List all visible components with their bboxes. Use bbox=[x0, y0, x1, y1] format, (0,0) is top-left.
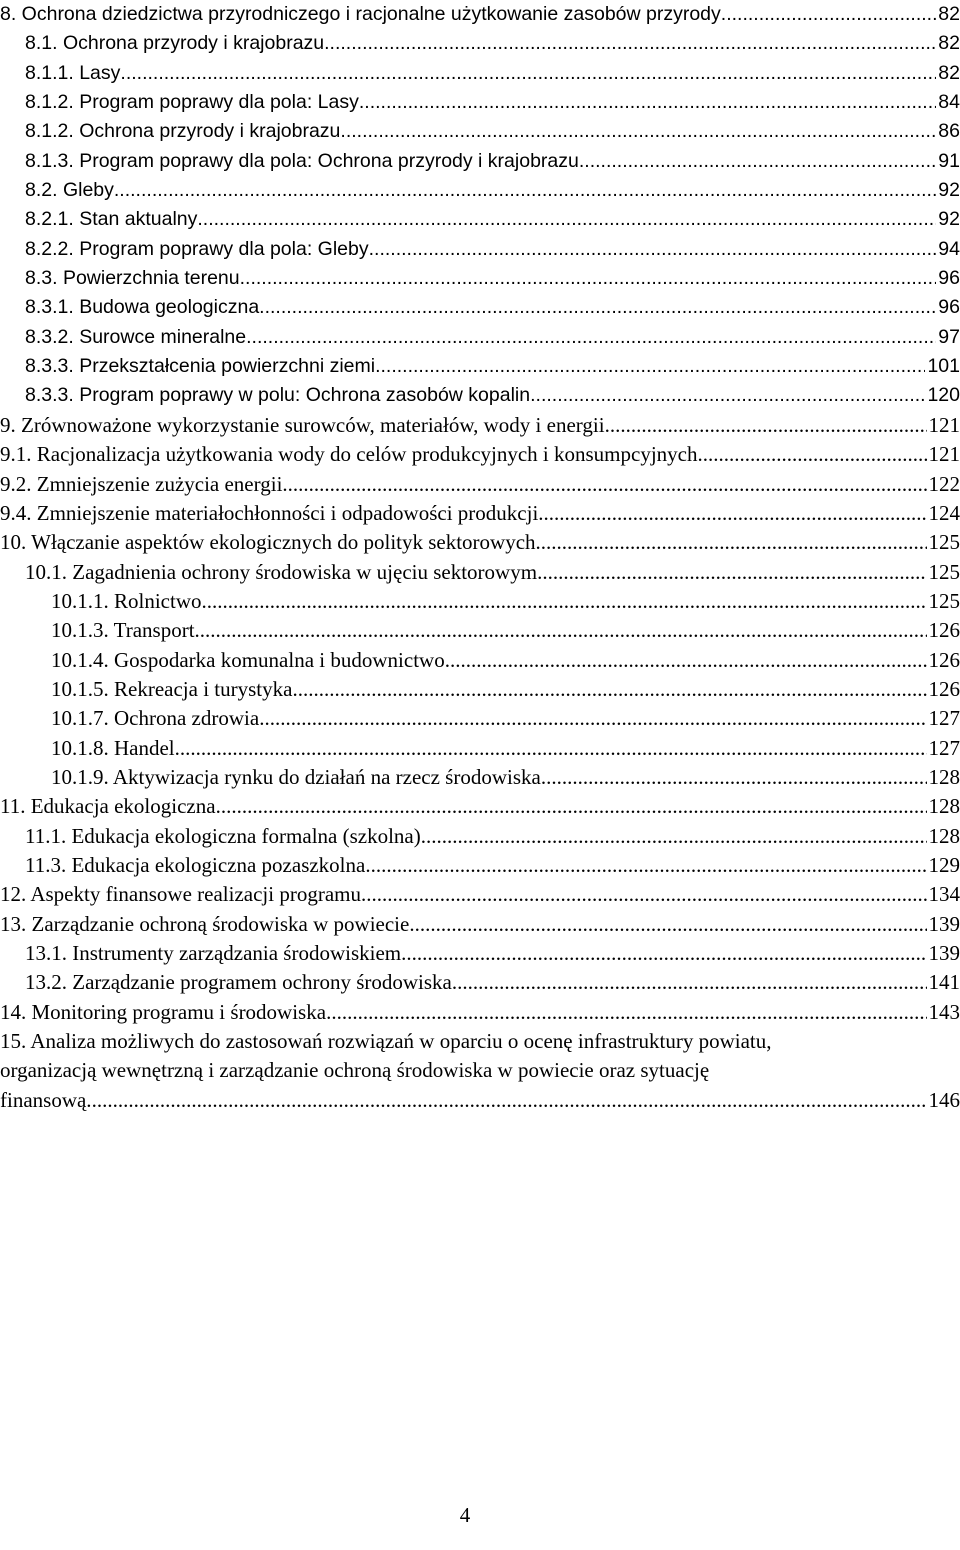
toc-entry-page: 126 bbox=[928, 647, 960, 672]
toc-entry-label: 14. Monitoring programu i środowiska bbox=[0, 999, 327, 1024]
toc-entry-page: 92 bbox=[938, 179, 960, 202]
toc-entry-page: 125 bbox=[928, 559, 960, 584]
toc-entry-label: 8.1.2. Program poprawy dla pola: Lasy bbox=[25, 91, 359, 114]
toc-entry-label: 8.3.1. Budowa geologiczna bbox=[25, 296, 260, 319]
toc-entry-page: 121 bbox=[928, 442, 960, 467]
toc-leader-dots bbox=[369, 235, 937, 264]
toc-entry-label: 8.2.2. Program poprawy dla pola: Gleby bbox=[25, 237, 369, 260]
toc-entry[interactable] bbox=[0, 587, 960, 616]
toc-entry-page: 128 bbox=[928, 764, 960, 789]
toc-leader-dots bbox=[541, 763, 927, 792]
toc-entry[interactable] bbox=[0, 88, 960, 117]
toc-entry[interactable] bbox=[0, 822, 960, 851]
toc-leader-dots bbox=[537, 558, 926, 587]
toc-entry[interactable] bbox=[0, 646, 960, 675]
toc-entry[interactable] bbox=[0, 528, 960, 557]
toc-entry-label: 10.1.3. Transport bbox=[51, 618, 195, 643]
toc-entry[interactable] bbox=[0, 29, 960, 58]
toc-entry[interactable] bbox=[0, 381, 960, 410]
toc-entry[interactable] bbox=[0, 675, 960, 704]
toc-entry[interactable] bbox=[0, 704, 960, 733]
toc-entry-page: 143 bbox=[928, 999, 960, 1024]
toc-entry-page: 92 bbox=[938, 208, 960, 231]
toc-entry-label: 8.1.1. Lasy bbox=[25, 61, 121, 84]
toc-entry-page: 91 bbox=[938, 149, 960, 172]
toc-leader-dots bbox=[114, 176, 936, 205]
toc-entry-label: 8.1. Ochrona przyrody i krajobrazu bbox=[25, 32, 325, 55]
toc-entry-page: 134 bbox=[928, 882, 960, 907]
toc-leader-dots bbox=[282, 470, 926, 499]
toc-entry[interactable] bbox=[0, 235, 960, 264]
toc-leader-dots bbox=[202, 587, 927, 616]
toc-entry-page: 126 bbox=[928, 676, 960, 701]
toc-entry-page: 120 bbox=[927, 384, 960, 407]
toc-leader-dots bbox=[375, 352, 925, 381]
toc-leader-dots bbox=[197, 205, 936, 234]
toc-entry-label: 10. Włączanie aspektów ekologicznych do polityk sektorowych bbox=[0, 530, 536, 555]
toc-entry-page: 86 bbox=[938, 120, 960, 143]
toc-entry-label: 11. Edukacja ekologiczna bbox=[0, 794, 216, 819]
toc-entry[interactable] bbox=[0, 998, 960, 1027]
toc-entry[interactable] bbox=[0, 117, 960, 146]
toc-leader-dots bbox=[240, 264, 937, 293]
toc-entry-page: 139 bbox=[928, 911, 960, 936]
toc-leader-dots bbox=[292, 675, 926, 704]
toc-entry[interactable] bbox=[0, 880, 960, 909]
toc-leader-dots bbox=[120, 59, 936, 88]
toc-entry-label: 11.3. Edukacja ekologiczna pozaszkolna bbox=[25, 852, 366, 877]
toc-entry-label-line: organizacją wewnętrzną i zarządzanie ochroną środowiska w powiecie oraz sytuację bbox=[0, 1058, 710, 1083]
toc-leader-dots bbox=[92, 1086, 927, 1115]
toc-leader-dots bbox=[246, 323, 936, 352]
toc-entry-label: 11.1. Edukacja ekologiczna formalna (szkolna) bbox=[25, 823, 421, 848]
toc-leader-dots bbox=[340, 117, 936, 146]
toc-entry-page: 84 bbox=[938, 91, 960, 114]
toc-entry-page: 126 bbox=[928, 618, 960, 643]
toc-entry-page: 122 bbox=[928, 471, 960, 496]
toc-entry[interactable] bbox=[0, 851, 960, 880]
toc-entry-label: 10.1. Zagadnienia ochrony środowiska w ujęciu sektorowym bbox=[25, 559, 538, 584]
toc-entry[interactable] bbox=[0, 0, 960, 29]
toc-entry-label: 10.1.1. Rolnictwo bbox=[51, 588, 202, 613]
toc-entry-label: 8. Ochrona dziedzictwa przyrodniczego i racjonalne użytkowanie zasobów przyrody bbox=[0, 3, 721, 25]
toc-entry-last-line bbox=[0, 1086, 960, 1115]
toc-entry[interactable] bbox=[0, 264, 960, 293]
toc-entry-page: 124 bbox=[928, 500, 960, 525]
toc-entry[interactable] bbox=[0, 411, 960, 440]
toc-entry-page: 96 bbox=[938, 296, 960, 319]
toc-leader-dots bbox=[326, 998, 926, 1027]
toc-entry-label: 8.3.3. Program poprawy w polu: Ochrona zasobów kopalin bbox=[25, 384, 531, 407]
toc-entry-page: 139 bbox=[928, 941, 960, 965]
toc-leader-dots bbox=[530, 381, 925, 410]
toc-leader-dots bbox=[361, 880, 927, 909]
toc-entry[interactable] bbox=[0, 734, 960, 763]
toc-leader-dots bbox=[605, 411, 927, 440]
toc-entry[interactable] bbox=[0, 763, 960, 792]
toc-entry[interactable] bbox=[0, 910, 960, 939]
toc-entry[interactable] bbox=[0, 499, 960, 528]
toc-entry-label: 8.2.1. Stan aktualny bbox=[25, 208, 198, 231]
toc-entry-label: 10.1.9. Aktywizacja rynku do działań na rzecz środowiska bbox=[51, 764, 541, 789]
toc-entry[interactable] bbox=[0, 176, 960, 205]
toc-entry-page: 82 bbox=[938, 61, 960, 84]
toc-leader-dots bbox=[175, 734, 927, 763]
toc-entry-label: 10.1.5. Rekreacja i turystyka bbox=[51, 676, 293, 701]
toc-entry[interactable] bbox=[0, 323, 960, 352]
toc-entry-label: 8.3.3. Przekształcenia powierzchni ziemi bbox=[25, 355, 376, 378]
toc-entry[interactable] bbox=[0, 792, 960, 821]
toc-entry-label: 12. Aspekty finansowe realizacji programu bbox=[0, 882, 361, 907]
toc-entry[interactable] bbox=[0, 59, 960, 88]
toc-entry-label: 9.2. Zmniejszenie zużycia energii bbox=[0, 471, 283, 496]
toc-entry-label: 13. Zarządzanie ochroną środowiska w powiecie bbox=[0, 911, 410, 936]
toc-entry-label-line: 15. Analiza możliwych do zastosowań rozwiązań w oparciu o ocenę infrastruktury powiatu, bbox=[0, 1029, 772, 1054]
toc-leader-dots bbox=[409, 910, 926, 939]
page-number: 4 bbox=[459, 1503, 471, 1527]
toc-entry[interactable] bbox=[0, 293, 960, 322]
toc-entry[interactable] bbox=[0, 616, 960, 645]
toc-leader-dots bbox=[697, 440, 926, 469]
toc-leader-dots bbox=[259, 293, 936, 322]
toc-entry-page: 128 bbox=[928, 823, 960, 848]
toc-entry-label: 8.1.2. Ochrona przyrody i krajobrazu bbox=[25, 120, 341, 143]
toc-leader-dots bbox=[365, 851, 926, 880]
toc-leader-dots bbox=[421, 822, 927, 851]
toc-entry-label: 10.1.4. Gospodarka komunalna i budownictwo bbox=[51, 647, 445, 672]
toc-entry-page: 94 bbox=[938, 237, 960, 260]
toc-entry-label: 10.1.7. Ochrona zdrowia bbox=[51, 706, 260, 731]
toc-entry-page: 127 bbox=[928, 706, 960, 731]
toc-leader-dots bbox=[359, 88, 936, 117]
toc-leader-dots bbox=[536, 528, 927, 557]
toc-entry-multiline[interactable] bbox=[0, 1027, 960, 1115]
toc-entry-label: 8.2. Gleby bbox=[25, 179, 114, 202]
toc-entry-label: 8.3. Powierzchnia terenu bbox=[25, 267, 240, 290]
toc-entry-page: 96 bbox=[938, 267, 960, 290]
toc-entry-label: 8.3.2. Surowce mineralne bbox=[25, 325, 247, 348]
toc-entry-page: 146 bbox=[928, 1087, 960, 1112]
toc-entry-label: 9.1. Racjonalizacja użytkowania wody do celów produkcyjnych i konsumpcyjnych bbox=[0, 442, 698, 467]
toc-entry-label: 9. Zrównoważone wykorzystanie surowców, materiałów, wody i energii bbox=[0, 412, 605, 437]
toc-leader-dots bbox=[324, 29, 936, 58]
toc-leader-dots bbox=[452, 968, 927, 997]
toc-entry-label-line: finansową. bbox=[0, 1087, 92, 1112]
toc-entry[interactable] bbox=[0, 440, 960, 469]
toc-entry-label: 13.2. Zarządzanie programem ochrony środowiska bbox=[25, 970, 452, 995]
toc-leader-dots bbox=[579, 147, 936, 176]
toc-entry-page: 82 bbox=[938, 3, 960, 25]
toc-entry-label: 10.1.8. Handel bbox=[51, 735, 175, 760]
toc-entry[interactable] bbox=[0, 352, 960, 381]
toc-entry-page: 129 bbox=[928, 852, 960, 877]
toc-leader-dots bbox=[538, 499, 926, 528]
toc-entry-page: 97 bbox=[938, 325, 960, 348]
toc-leader-dots bbox=[445, 646, 927, 675]
toc-leader-dots bbox=[216, 792, 927, 821]
toc-leader-dots bbox=[259, 704, 926, 733]
toc-leader-dots bbox=[195, 616, 927, 645]
toc-entry-page: 141 bbox=[928, 970, 960, 995]
toc-entry-page: 125 bbox=[928, 588, 960, 613]
toc-entry[interactable] bbox=[0, 558, 960, 587]
toc-entry-label: 9.4. Zmniejszenie materiałochłonności i odpadowości produkcji bbox=[0, 500, 539, 525]
toc-entry[interactable] bbox=[0, 968, 960, 997]
toc-entry-label: 13.1. Instrumenty zarządzania środowiskiem bbox=[25, 941, 402, 965]
toc-entry-page: 101 bbox=[927, 355, 960, 378]
toc-entry-page: 128 bbox=[928, 794, 960, 819]
toc-entry[interactable] bbox=[0, 470, 960, 499]
toc-entry-page: 125 bbox=[928, 530, 960, 555]
toc-leader-dots bbox=[401, 939, 926, 968]
toc-entry[interactable] bbox=[0, 205, 960, 234]
toc-entry-page: 82 bbox=[938, 32, 960, 55]
toc-entry[interactable] bbox=[0, 147, 960, 176]
toc-entry-page: 121 bbox=[928, 412, 960, 437]
toc-entry[interactable] bbox=[0, 939, 960, 968]
toc-entry-page: 127 bbox=[928, 735, 960, 760]
toc-entry-label: 8.1.3. Program poprawy dla pola: Ochrona przyrody i krajobrazu bbox=[25, 149, 579, 172]
toc-leader-dots bbox=[721, 0, 937, 29]
